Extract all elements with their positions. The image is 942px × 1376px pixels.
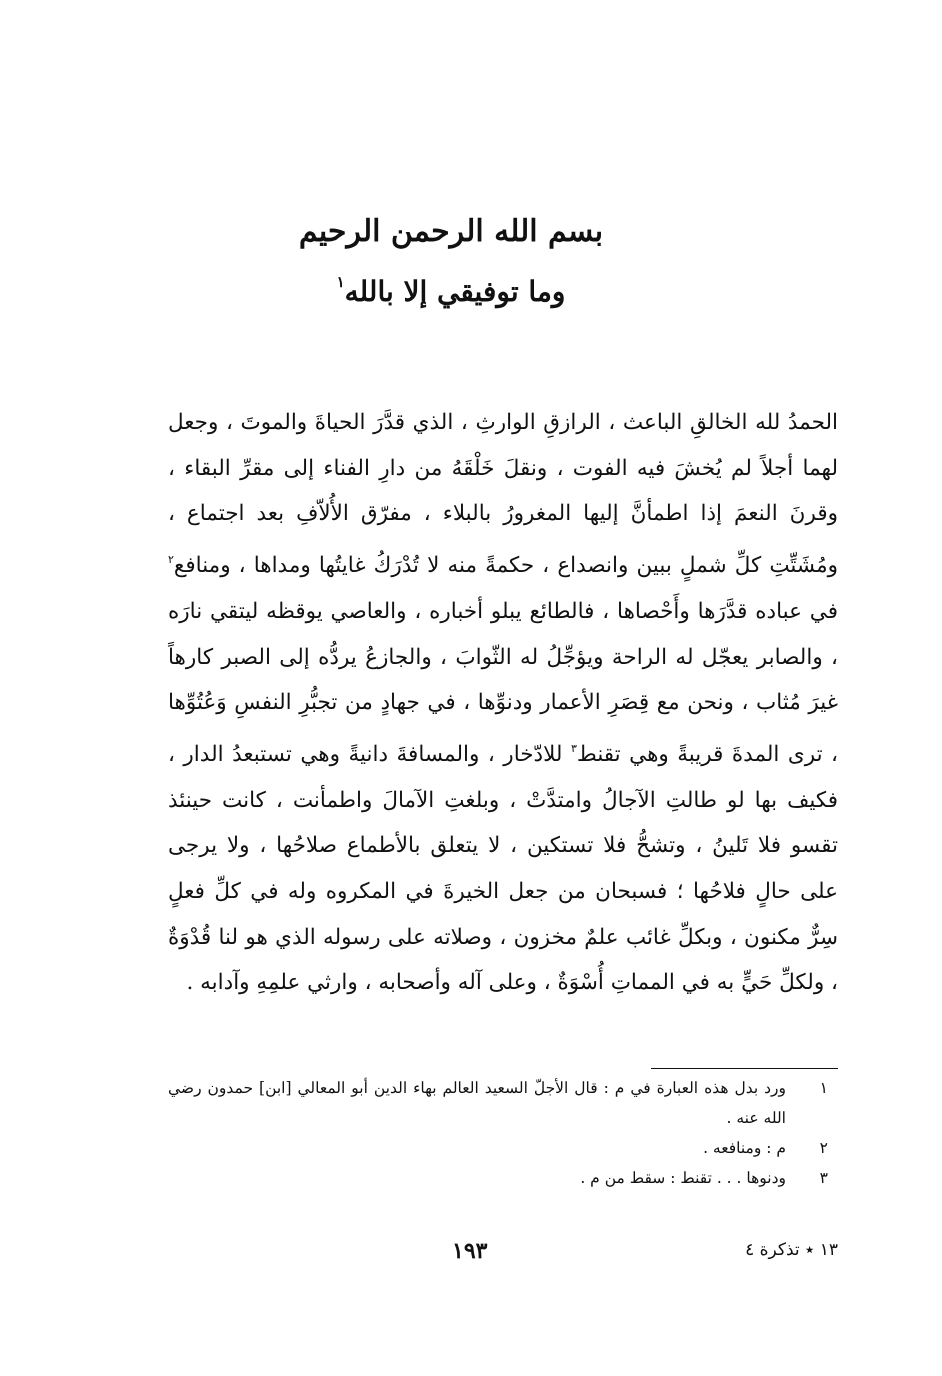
page-footer: [0, 1236, 942, 1272]
tawfiq-line: [0, 258, 942, 316]
footnote-1: [168, 1073, 838, 1133]
footnote-number: ١: [819, 1079, 828, 1097]
main-paragraph: [168, 400, 838, 1006]
footnote-number: ٣: [819, 1169, 828, 1187]
footnote-divider: [651, 1068, 838, 1069]
footnote-3: [168, 1163, 838, 1193]
footnote-2: [168, 1133, 838, 1163]
footnotes: [168, 1073, 838, 1193]
footnote-text: ورد بدل هذه العبارة في م : قال الأجلّ السعيد العالم بهاء الدين أبو المعالي [ابن] حمدون رضي الله عنه .: [168, 1079, 786, 1127]
footnote-number: ٢: [819, 1139, 828, 1157]
basmala-line: بسم الله الرحمن الرحيم: [298, 214, 604, 249]
page-heading: [0, 206, 942, 316]
paragraph-segment-1: الحمدُ لله الخالقِ الباعث ، الرازقِ الوارثِ ، الذي قدَّرَ الحياةَ والموتَ ، وجعل لهما أجلاً لم يُخشَ فيه الفوت ، ونقلَ خَلْقَهُ من دارِ الفناء إلى مقرِّ البقاء ، وقرنَ النعمَ إذا اطمأنَّ إليها المغرورُ بالبلاء ، مفرّق الأُلاّفِ بعد اجتماع ، ومُشَتِّتِ كلِّ شملٍ ببين وانصداع ، حكمةً منه لا تُدْرَكُ غايتُها ومداها ، ومنافع: [168, 410, 838, 579]
footnote-text: ودنوها . . . تقنط : سقط من م .: [580, 1169, 786, 1187]
page-number: ١٩٣: [452, 1238, 488, 1264]
footnote-text: م : ومنافعه .: [703, 1139, 786, 1157]
paragraph-segment-2: في عباده قدَّرَها وأَحْصاها ، فالطائع يبلو أخباره ، والعاصي يوقظه ليتقي نارَه ، والصابر يعجّل له الراحة ويؤجِّلُ له الثّوابَ ، والجازعُ يردُّه إلى الصبر كارهاً غيرَ مُثاب ، ونحن مع قِصَرِ الأعمار ودنوِّها ، في جهادٍ من تجبُّرِ النفسِ وَعُتُوِّها ، ترى المدةَ قريبةً وهي تقنط: [168, 598, 838, 767]
footnote-ref-3: ٣: [570, 741, 577, 755]
footnote-ref-1: ١: [336, 273, 345, 291]
signature-mark: ١٣ ٭ تذكرة ٤: [745, 1240, 838, 1260]
footnote-ref-2: ٢: [168, 553, 174, 567]
paragraph-segment-3: للادّخار ، والمسافةَ دانيةً وهي تستبعدُ الدار ، فكيف بها لو طالتِ الآجالُ وامتدَّتْ ، وبلغتِ الآمالَ واطمأنت ، كانت حينئذ تقسو فلا تَلينُ ، وتشحُّ فلا تستكين ، لا يتعلق بالأطماع صلاحُها ، ولا يرجى على حالٍ فلاحُها ؛ فسبحان من جعل الخيرةَ في المكروه وله في كلِّ فعلٍ سِرٌّ مكنون ، وبكلِّ غائب علمٌ مخزون ، وصلاته على رسوله الذي هو لنا قُدْوَةٌ ، ولكلِّ حَيٍّ به في المماتِ أُسْوَةٌ ، وعلى آله وأصحابه ، وارثي علمِهِ وآدابه .: [168, 741, 838, 996]
tawfiq-text: وما توفيقي إلا بالله: [344, 275, 566, 308]
